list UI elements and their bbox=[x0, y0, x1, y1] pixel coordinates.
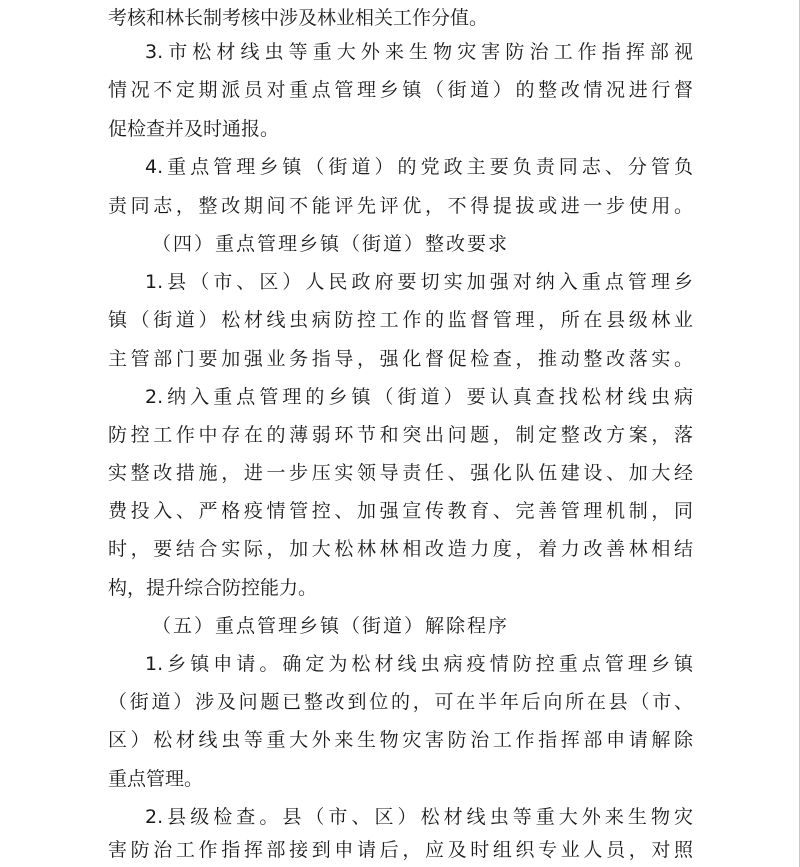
text-line: 3.市松材线虫等重大外来生物灾害防治工作指挥部视 bbox=[145, 41, 693, 63]
section-heading: （五）重点管理乡镇（街道）解除程序 bbox=[152, 615, 510, 637]
text-line: 镇（街道）松材线虫病防控工作的监督管理，所在县级林业 bbox=[108, 309, 693, 331]
text-line: 1.县（市、区）人民政府要切实加强对纳入重点管理乡 bbox=[145, 271, 693, 293]
text-line: 费投入、严格疫情管控、加强宣传教育、完善管理机制，同 bbox=[108, 500, 693, 522]
text-line: 1.乡镇申请。确定为松材线虫病疫情防控重点管理乡镇 bbox=[145, 653, 693, 675]
text-line: 时，要结合实际，加大松林林相改造力度，着力改善林相结 bbox=[108, 538, 693, 560]
text-line: 实整改措施，进一步压实领导责任、强化队伍建设、加大经 bbox=[108, 462, 693, 484]
text-line: 促检查并及时通报。 bbox=[108, 118, 280, 140]
section-heading: （四）重点管理乡镇（街道）整改要求 bbox=[152, 233, 510, 255]
text-line: 考核和林长制考核中涉及林业相关工作分值。 bbox=[108, 7, 489, 29]
text-line: 区）松材线虫等重大外来生物灾害防治工作指挥部申请解除 bbox=[108, 729, 693, 751]
text-line: 责同志，整改期间不能评先评优，不得提拔或进一步使用。 bbox=[108, 195, 693, 217]
text-line: （街道）涉及问题已整改到位的，可在半年后向所在县（市、 bbox=[108, 691, 693, 713]
text-line: 4.重点管理乡镇（街道）的党政主要负责同志、分管负 bbox=[145, 156, 693, 178]
text-line: 情况不定期派员对重点管理乡镇（街道）的整改情况进行督 bbox=[108, 79, 693, 101]
text-line: 2.纳入重点管理的乡镇（街道）要认真查找松材线虫病 bbox=[145, 386, 693, 408]
text-line: 2.县级检查。县（市、区）松材线虫等重大外来生物灾 bbox=[145, 806, 693, 828]
text-line: 构，提升综合防控能力。 bbox=[108, 577, 318, 599]
text-line: 主管部门要加强业务指导，强化督促检查，推动整改落实。 bbox=[108, 348, 693, 370]
text-line: 害防治工作指挥部接到申请后，应及时组织专业人员，对照 bbox=[108, 839, 693, 861]
text-line: 重点管理。 bbox=[108, 768, 204, 790]
text-line: 防控工作中存在的薄弱环节和突出问题，制定整改方案，落 bbox=[108, 424, 693, 446]
